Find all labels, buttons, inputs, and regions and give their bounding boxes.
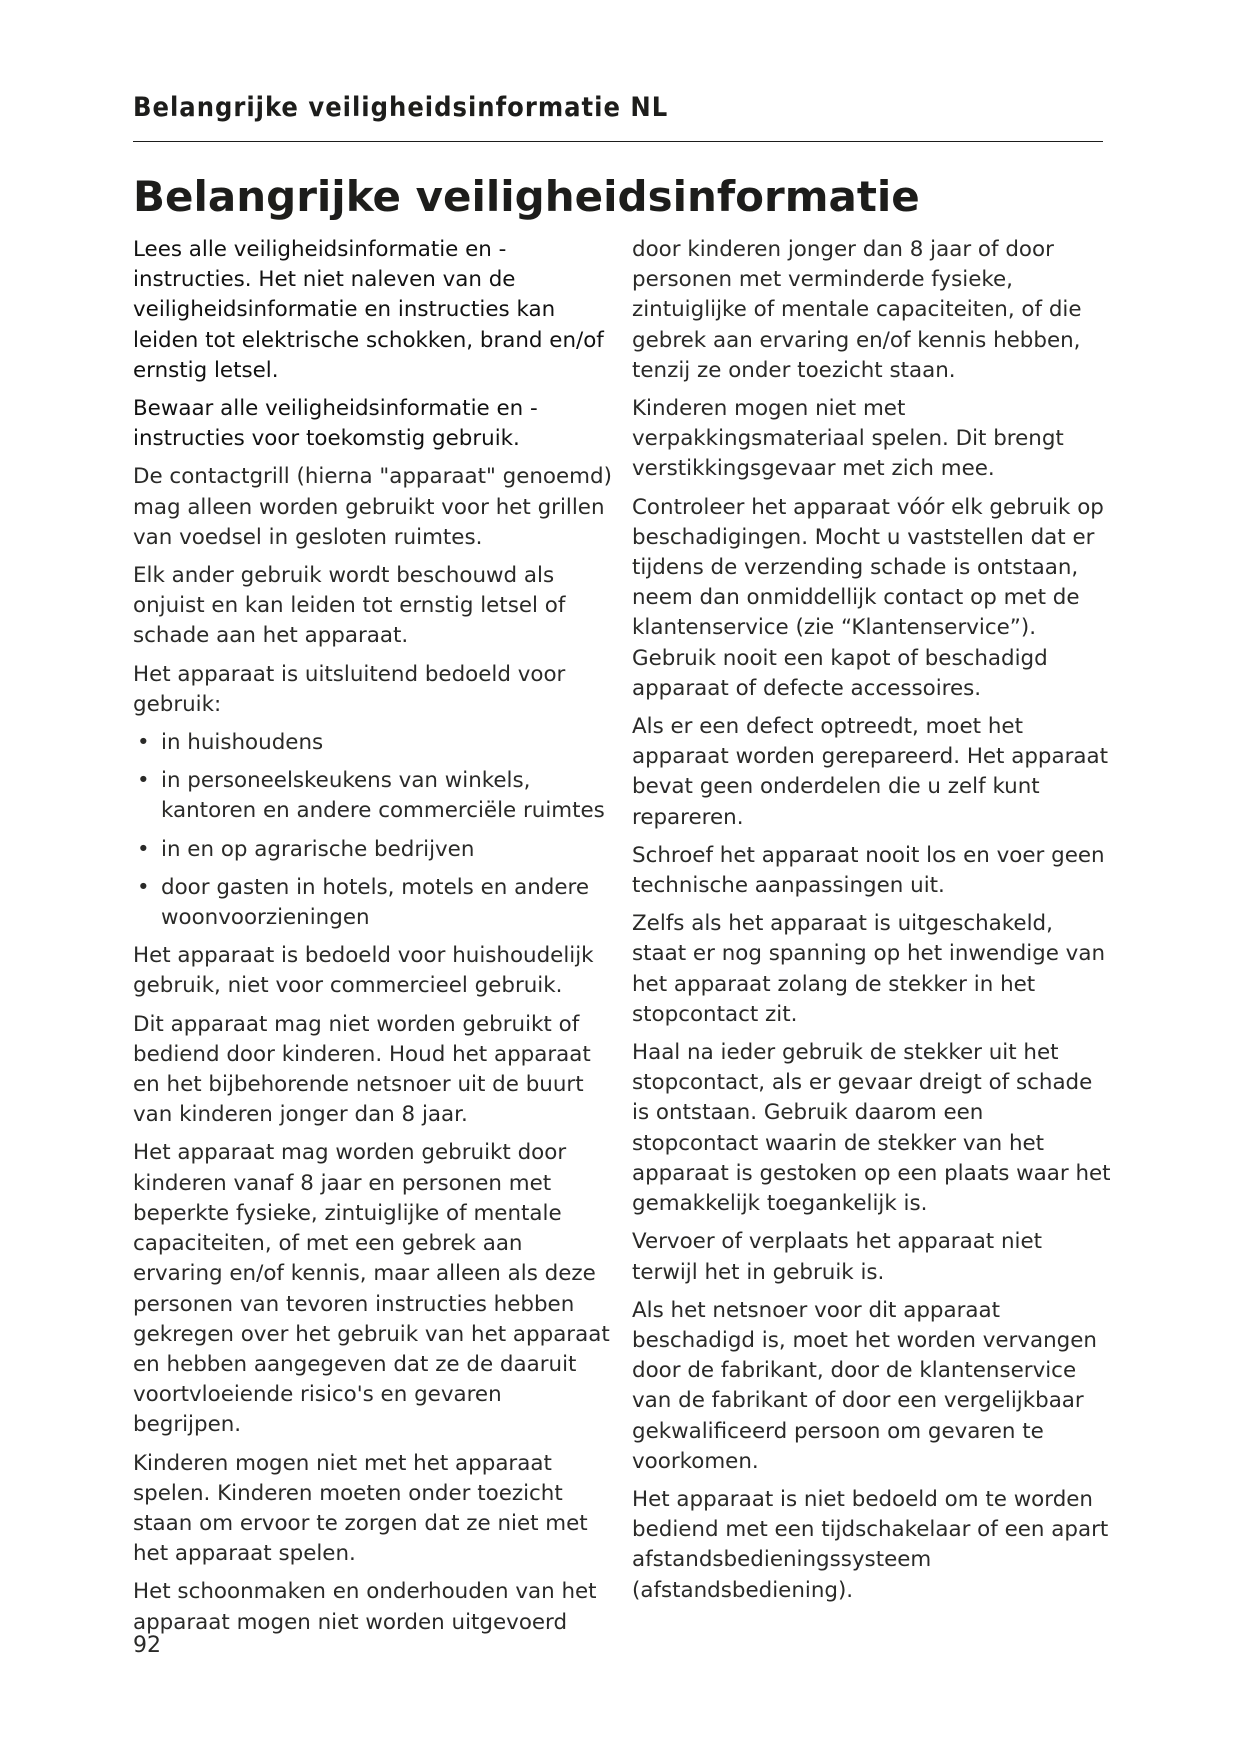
voltage-paragraph: Zelfs als het apparaat is uitgeschakeld, staat er nog spanning op het inwendige van het apparaat zolang de stekker in het stopcontact zit. bbox=[632, 911, 1105, 1027]
list-item bbox=[133, 873, 613, 933]
bullet-icon: • bbox=[137, 768, 150, 794]
inspection-paragraph: Controleer het apparaat vóór elk gebruik op beschadigingen. Mocht u vaststellen dat er tijdens de verzending schade is ontstaan, neem dan onmiddellijk contact op met de klantenservice (zie “Klantenservice”). Gebruik nooit een kapot of beschadigd apparaat of defecte accessoires. bbox=[632, 494, 1104, 701]
unplug-paragraph: Haal na ieder gebruik de stekker uit het stopcontact, als er gevaar dreigt of schade is ontstaan. Gebruik daarom een stopcontact waarin de stekker van het apparaat is gestoken op een plaats waar het gemakkelijk toegankelijk is. bbox=[632, 1040, 1111, 1217]
left-column bbox=[133, 235, 613, 1646]
bullet-icon: • bbox=[137, 836, 150, 862]
repair-paragraph: Als er een defect optreedt, moet het apparaat worden gerepareerd. Het apparaat bevat geen onderdelen die u zelf kunt repareren. bbox=[632, 714, 1109, 830]
list-item bbox=[133, 728, 613, 758]
children-restriction-paragraph: Dit apparaat mag niet worden gebruikt of bediend door kinderen. Houd het apparaat en het bijbehorende netsnoer uit de buurt van kinderen jonger dan 8 jaar. bbox=[133, 1011, 591, 1128]
power-cord-paragraph: Als het netsnoer voor dit apparaat beschadigd is, moet het worden vervangen door de fabrikant, door de klantenservice van de fabrikant of door een vergelijkbaar gekwalificeerd persoon om gevaren te voorkomen. bbox=[632, 1297, 1097, 1474]
keep-instructions-paragraph: Bewaar alle veiligheidsinformatie en -instructies voor toekomstig gebruik. bbox=[133, 396, 538, 452]
list-item-text: door gasten in hotels, motels en andere woonvoorzieningen bbox=[161, 874, 590, 931]
right-column bbox=[632, 235, 1112, 1614]
transport-paragraph: Vervoer of verplaats het apparaat niet terwijl het in gebruik is. bbox=[632, 1229, 1043, 1285]
supervised-use-paragraph: Het apparaat mag worden gebruikt door kinderen vanaf 8 jaar en personen met beperkte fysieke, zintuiglijke of mentale capaciteiten, of met een gebrek aan ervaring en/of kennis, maar alleen als deze personen van tevoren instructies hebben gekregen over het gebruik van het apparaat en hebben aangegeven dat ze de daaruit voortvloeiende risico's en gevaren begrijpen. bbox=[133, 1140, 610, 1438]
intended-use-paragraph: De contactgrill (hierna "apparaat" genoemd) mag alleen worden gebruikt voor het grillen van voedsel in gesloten ruimtes. bbox=[133, 464, 612, 550]
improper-use-paragraph: Elk ander gebruik wordt beschouwd als onjuist en kan leiden tot ernstig letsel of schade aan het apparaat. bbox=[133, 563, 566, 649]
household-use-paragraph: Het apparaat is bedoeld voor huishoudelijk gebruik, niet voor commercieel gebruik. bbox=[133, 943, 594, 999]
children-play-paragraph: Kinderen mogen niet met het apparaat spelen. Kinderen moeten onder toezicht staan om ervoor te zorgen dat ze niet met het apparaat spelen. bbox=[133, 1450, 588, 1567]
usage-scope-paragraph: Het apparaat is uitsluitend bedoeld voor gebruik: bbox=[133, 661, 566, 717]
list-item bbox=[133, 835, 613, 865]
cleaning-paragraph: Het schoonmaken en onderhouden van het apparaat mogen niet worden uitgevoerd bbox=[133, 1579, 597, 1635]
page-number: 92 bbox=[133, 1633, 161, 1658]
intro-paragraph: Lees alle veiligheidsinformatie en -instructies. Het niet naleven van de veiligheidsinformatie en instructies kan leiden tot elektrische schokken, brand en/of ernstig letsel. bbox=[133, 237, 604, 383]
cleaning-continued-paragraph: door kinderen jonger dan 8 jaar of door personen met verminderde fysieke, zintuiglijke of mentale capaciteiten, of die gebrek aan ervaring en/of kennis hebben, tenzij ze onder toezicht staan. bbox=[632, 237, 1082, 383]
page-title: Belangrijke veiligheidsinformatie bbox=[133, 172, 920, 221]
running-header: Belangrijke veiligheidsinformatie NL bbox=[133, 92, 669, 123]
timer-paragraph: Het apparaat is niet bedoeld om te worden bediend met een tijdschakelaar of een apart afstandsbedieningssysteem (afstandsbediening). bbox=[632, 1486, 1109, 1603]
no-modification-paragraph: Schroef het apparaat nooit los en voer geen technische aanpassingen uit. bbox=[632, 842, 1105, 899]
bullet-icon: • bbox=[137, 730, 150, 756]
bullet-icon: • bbox=[137, 874, 150, 900]
list-item-text: in personeelskeukens van winkels, kantoren en andere commerciële ruimtes bbox=[161, 768, 605, 824]
list-item bbox=[133, 766, 613, 826]
list-item-text: in en op agrarische bedrijven bbox=[161, 836, 475, 862]
header-divider bbox=[133, 141, 1103, 142]
list-item-text: in huishoudens bbox=[161, 730, 324, 756]
packaging-paragraph: Kinderen mogen niet met verpakkingsmateriaal spelen. Dit brengt verstikkingsgevaar met zich mee. bbox=[632, 396, 1064, 482]
usage-list bbox=[133, 728, 613, 933]
